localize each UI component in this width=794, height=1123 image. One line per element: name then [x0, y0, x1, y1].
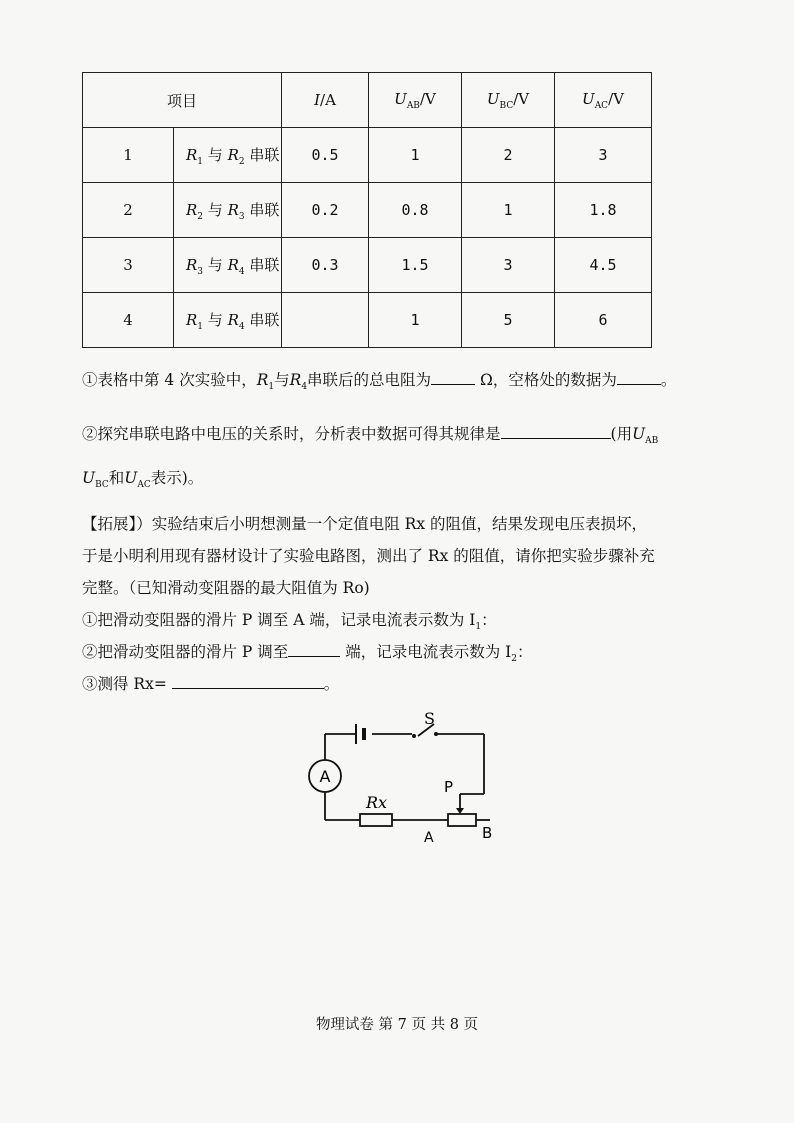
rx-label: Rx: [366, 793, 388, 812]
cell-current: 0.3: [282, 238, 369, 293]
step-2: ②把滑动变阻器的滑片 P 调至 端，记录电流表示数为 $I_2$：: [82, 640, 533, 671]
extension-line-1: 【拓展】）实验结束后小明想测量一个定值电阻 Rx 的阻值，结果发现电压表损坏，: [82, 515, 648, 533]
slider-p-label: P: [444, 778, 454, 796]
table-row: [83, 293, 652, 348]
extension-line-3: 完整。（已知滑动变阻器的最大阻值为 Ro): [82, 579, 370, 597]
answer-blank[interactable]: [501, 422, 611, 439]
answer-blank[interactable]: [172, 672, 324, 689]
battery-icon: [356, 724, 364, 744]
table-row: [83, 238, 652, 293]
cell-uab: 1.5: [369, 238, 462, 293]
cell-current-blank: [282, 293, 369, 348]
header-ubc: $U_{BC}/V$: [462, 73, 555, 128]
cell-ubc: 2: [462, 128, 555, 183]
answer-blank[interactable]: [288, 640, 340, 657]
cell-uac: 4.5: [555, 238, 652, 293]
cell-uab: 1: [369, 293, 462, 348]
ammeter-icon: [309, 760, 341, 792]
question-1: ①表格中第 4 次实验中，$R_1$与$R_4$串联后的总电阻为 Ω，空格处的数据为 。: [82, 368, 676, 399]
row-number: 3: [83, 238, 174, 293]
row-description: $R_3$ 与 $R_4$ 串联: [174, 238, 282, 293]
circuit-diagram: [300, 710, 520, 850]
header-item: 项目: [83, 73, 282, 128]
table-row: [83, 128, 652, 183]
extension-line-2: 于是小明利用现有器材设计了实验电路图，测出了 Rx 的阻值，请你把实验步骤补充: [82, 547, 655, 565]
row-description: $R_1$ 与 $R_2$ 串联: [174, 128, 282, 183]
cell-ubc: 5: [462, 293, 555, 348]
experiment-table: [82, 72, 652, 348]
cell-uab: 1: [369, 128, 462, 183]
row-number: 2: [83, 183, 174, 238]
cell-uac: 1.8: [555, 183, 652, 238]
question-2-line-2: $U_{BC}$和$U_{AC}$表示)。: [82, 469, 204, 491]
slider-arrow-icon: [456, 808, 464, 814]
cell-current: 0.5: [282, 128, 369, 183]
svg-text:A: A: [319, 767, 331, 786]
header-uac: $U_{AC}/V$: [555, 73, 652, 128]
row-description: $R_2$ 与 $R_3$ 串联: [174, 183, 282, 238]
row-description: $R_1$ 与 $R_4$ 串联: [174, 293, 282, 348]
question-2-line-1: ②探究串联电路中电压的关系时，分析表中数据可得其规律是 (用$U_{AB}$: [82, 422, 658, 453]
table-row: [83, 183, 652, 238]
resistor-rx-icon: [360, 814, 392, 826]
page-footer: 物理试卷 第 7 页 共 8 页: [315, 1017, 479, 1033]
end-b-label: B: [482, 824, 493, 842]
table-header-row: [83, 73, 652, 128]
answer-blank[interactable]: [617, 368, 661, 385]
end-a-label: A: [424, 830, 434, 846]
cell-current: 0.2: [282, 183, 369, 238]
header-current: I/A: [282, 73, 369, 128]
step-1: ①把滑动变阻器的滑片 P 调至 A 端，记录电流表示数为 $I_1$：: [82, 611, 497, 633]
switch-label: S: [424, 710, 435, 728]
rheostat-icon: [448, 814, 476, 826]
row-number: 4: [83, 293, 174, 348]
cell-uac: 6: [555, 293, 652, 348]
switch-icon: [412, 732, 438, 738]
cell-ubc: 1: [462, 183, 555, 238]
cell-uab: 0.8: [369, 183, 462, 238]
cell-uac: 3: [555, 128, 652, 183]
header-uab: $U_{AB}/V$: [369, 73, 462, 128]
cell-ubc: 3: [462, 238, 555, 293]
step-3: ③测得 Rx= 。: [82, 672, 339, 696]
answer-blank[interactable]: [431, 368, 475, 385]
row-number: 1: [83, 128, 174, 183]
